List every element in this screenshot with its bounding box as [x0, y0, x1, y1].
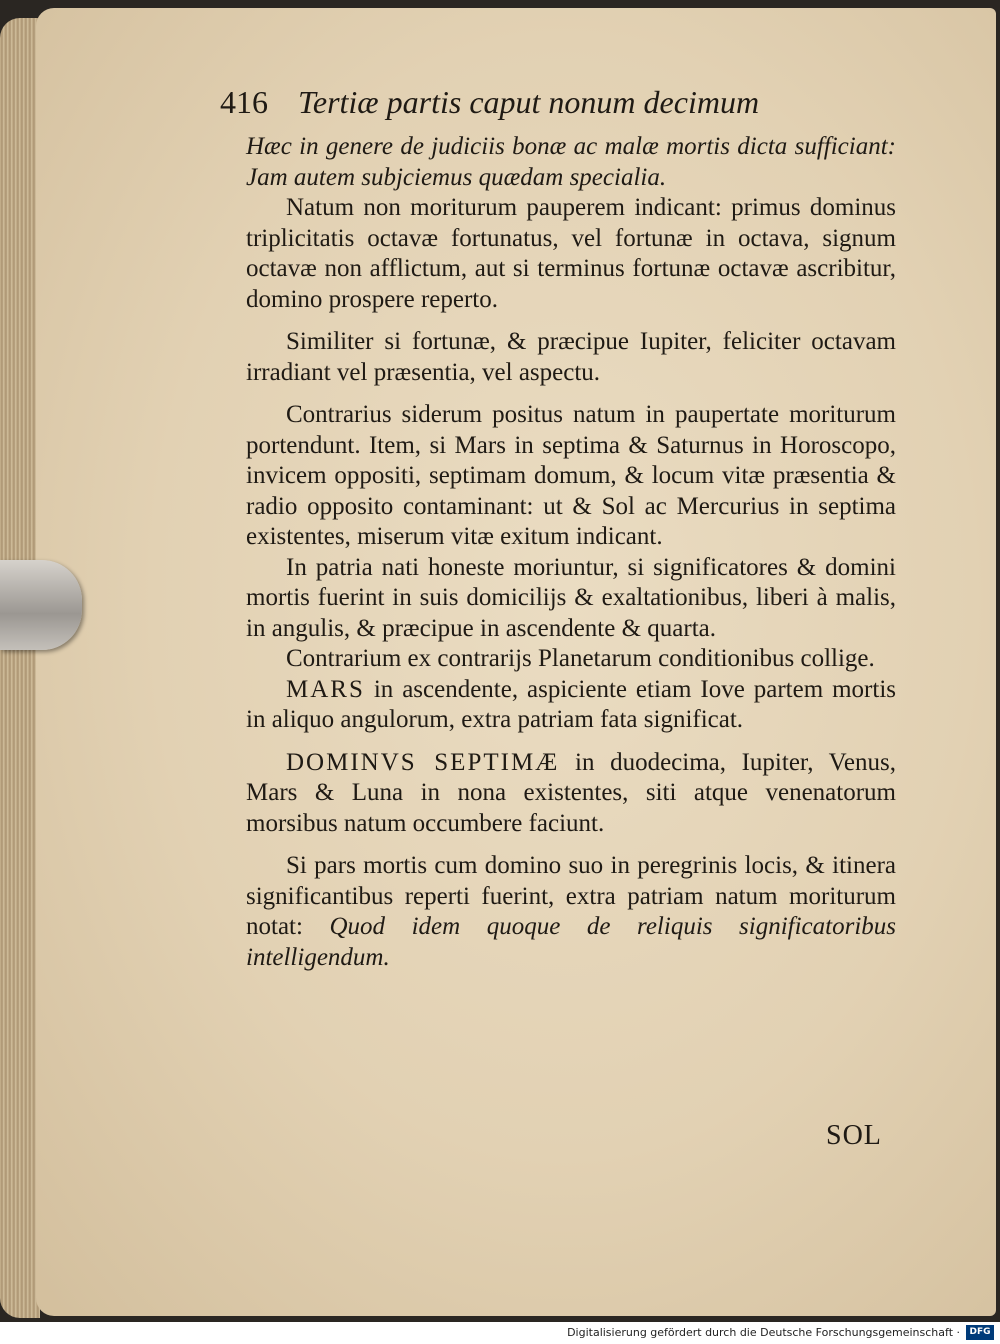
running-title: Tertiæ partis caput nonum decimum [298, 84, 760, 120]
page-edges [0, 18, 40, 1318]
paragraph-4: In patria nati honeste moriuntur, si significatores & domini mortis fuerint in suis domicilijs & exaltationibus, liberi à malis, in angulis, & præcipue in ascendente & quarta. [246, 553, 896, 642]
paragraph-8-italic: Quod idem quoque de reliquis significatoribus intelligendum. [246, 913, 896, 971]
paragraph-1: Natum non moriturum pauperem indicant: primus dominus triplicitatis octavæ fortunatus, vel fortunæ in octava, signum octavæ non afflictum, aut si terminus fortunæ octavæ ascribitur, domino prospere reperto. [246, 194, 896, 313]
footer-credit: Digitalisierung gefördert durch die Deutsche Forschungsgemeinschaft · [567, 1326, 960, 1339]
footer-bar [0, 1322, 1000, 1344]
catchword: SOL [826, 1120, 882, 1151]
paragraph-8 [246, 851, 896, 973]
page-number: 416 [220, 84, 268, 120]
paragraph-3: Contrarius siderum positus natum in paupertate moriturum portendunt. Item, si Mars in septima & Saturnus in Horoscopo, invicem oppositi, septimam domum, & locum vitæ præsentia & radio opposito contaminant: ut & Sol ac Mercurius in septima existentes, miserum vitæ exitum indicant. [246, 401, 896, 550]
paragraph-7 [246, 748, 896, 840]
paragraph-7-lead: DOMINVS SEPTIMÆ [286, 748, 560, 776]
dfg-logo: DFG [966, 1325, 994, 1340]
paragraph-2: Similiter si fortunæ, & præcipue Iupiter, feliciter octavam irradiant vel præsentia, vel aspectu. [246, 328, 896, 386]
book-clip [0, 560, 82, 650]
paragraph-8-text: Si pars mortis cum domino suo in peregrinis locis, & itinera significantibus reperti fuerint, extra patriam natum moriturum notat: [246, 852, 896, 940]
paragraph-7-text: in duodecima, Iupiter, Venus, Mars & Luna in nona existentes, siti atque venenatorum morsibus natum occumbere faciunt. [246, 748, 897, 837]
running-header [220, 84, 840, 134]
paragraph-6 [246, 675, 896, 736]
paragraph-5: Contrarium ex contrarijs Planetarum conditionibus collige. [286, 645, 875, 672]
body-text [246, 132, 896, 973]
paragraph-6-text: in ascendente, aspiciente etiam Iove partem mortis in aliquo angulorum, extra patriam fata significat. [246, 675, 896, 733]
paragraph-intro: Hæc in genere de judiciis bonæ ac malæ mortis dicta sufficiant: Jam autem subjciemus quædam specialia. [246, 133, 896, 191]
paragraph-6-lead: MARS [286, 675, 365, 703]
